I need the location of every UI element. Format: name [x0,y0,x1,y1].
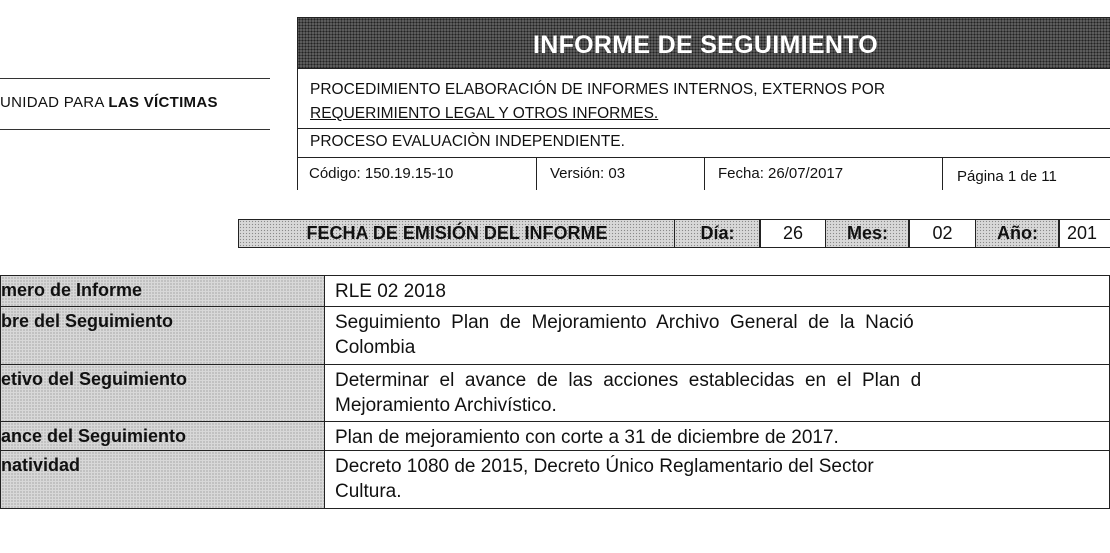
divider [298,68,1110,69]
row-value-line: Colombia [335,337,416,358]
logo-prefix: UNIDAD PARA [0,94,109,111]
year-label: Año: [975,219,1060,248]
page-title: INFORME DE SEGUIMIENTO [533,31,879,59]
table-row [1,365,1110,422]
doc-code: Código: 150.19.15-10 [309,165,454,182]
row-value: Plan de mejoramiento con corte a 31 de diciembre de 2017. [325,422,1110,451]
logo-text [0,94,218,111]
row-value [325,451,1110,509]
row-label: bre del Seguimiento [1,307,325,365]
procedure-line-1: PROCEDIMIENTO ELABORACIÓN DE INFORMES INTERNOS, EXTERNOS POR [310,81,886,98]
row-value-line: Determinar el avance de las acciones establecidas en el Plan d [335,370,922,391]
row-label: etivo del Seguimiento [1,365,325,422]
divider [536,157,537,190]
row-label: ance del Seguimiento [1,422,325,451]
row-value-line: Cultura. [335,481,402,502]
process-text: PROCESO EVALUACIÒN INDEPENDIENTE. [310,133,625,150]
row-value [325,307,1110,365]
row-value: RLE 02 2018 [325,276,1110,307]
row-label: mero de Informe [1,276,325,307]
page-number: Página 1 de 11 [957,168,1057,185]
month-label: Mes: [825,219,910,248]
row-value-line: Seguimiento Plan de Mejoramiento Archivo General de la Nació [335,312,914,333]
emission-date-row [238,219,1110,250]
row-value-line: Decreto 1080 de 2015, Decreto Único Reglamentario del Sector [335,456,874,477]
logo-top-rule [0,78,270,79]
divider [704,157,705,190]
day-value: 26 [759,219,827,248]
divider [298,128,1110,129]
table-row [1,307,1110,365]
logo-emphasis: LAS VÍCTIMAS [108,94,218,111]
row-label: natividad [1,451,325,509]
header-title-bar [298,18,1110,68]
logo-bottom-rule [0,129,270,130]
logo [0,78,270,130]
month-value: 02 [908,219,977,248]
row-value-line: Mejoramiento Archivístico. [335,395,557,416]
doc-version: Versión: 03 [550,165,626,182]
year-value: 201 [1058,219,1110,248]
report-info-table [0,275,1110,509]
table-row [1,276,1110,307]
procedure-line-2: REQUERIMIENTO LEGAL Y OTROS INFORMES. [310,105,659,122]
procedure-text [310,78,885,126]
document-header [297,17,1110,190]
emission-date-label: FECHA DE EMISIÓN DEL INFORME [238,219,676,248]
day-label: Día: [674,219,761,248]
divider [942,157,943,190]
row-value [325,365,1110,422]
table-row [1,451,1110,509]
doc-date: Fecha: 26/07/2017 [718,165,844,182]
table-row [1,422,1110,451]
